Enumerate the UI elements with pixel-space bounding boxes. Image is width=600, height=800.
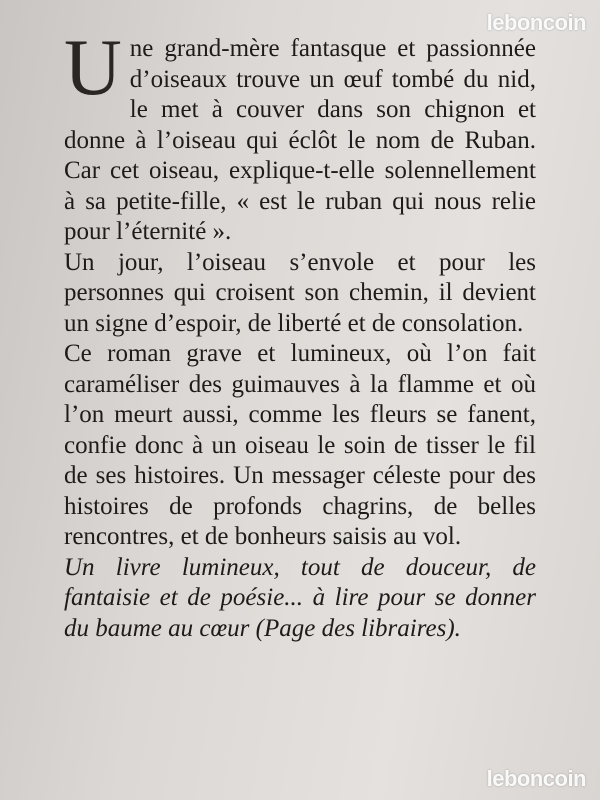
paragraph-intro-text: ne grand-mère fantasque et passionnée d’oiseaux trouve un œuf tombé du nid, le met à couver dans son chignon et donne à l’oiseau qui éclôt le nom de Ruban. Car cet oiseau, explique-t-elle solennellement à sa petite-fille, « est le ruban qui nous relie pour l’éternité ». <box>64 35 536 245</box>
leboncoin-watermark-top: leboncoin <box>486 10 586 35</box>
review-quote: Un livre lumineux, tout de douceur, de fantaisie et de poésie... à lire pour se donner du baume au cœur (Page des libraires). <box>64 553 536 642</box>
back-cover-text <box>64 24 536 644</box>
drop-cap: U <box>64 24 122 112</box>
paragraph-journey: Un jour, l’oiseau s’envole et pour les personnes qui croisent son chemin, il devient un signe d’espoir, de liberté et de consolation. <box>64 248 536 337</box>
leboncoin-watermark-bottom: leboncoin <box>486 766 586 791</box>
paragraph-summary: Ce roman grave et lumineux, où l’on fait caraméliser des guimauves à la flamme et où l’on meurt aussi, comme les fleurs se fanent, confie donc à un oiseau le soin de tisser le fil de ses histoires. Un messager céleste pour des histoires de profonds chagrins, de belles rencontres, et de bonheurs saisis au vol. <box>64 340 536 550</box>
paragraph-intro <box>64 24 536 248</box>
